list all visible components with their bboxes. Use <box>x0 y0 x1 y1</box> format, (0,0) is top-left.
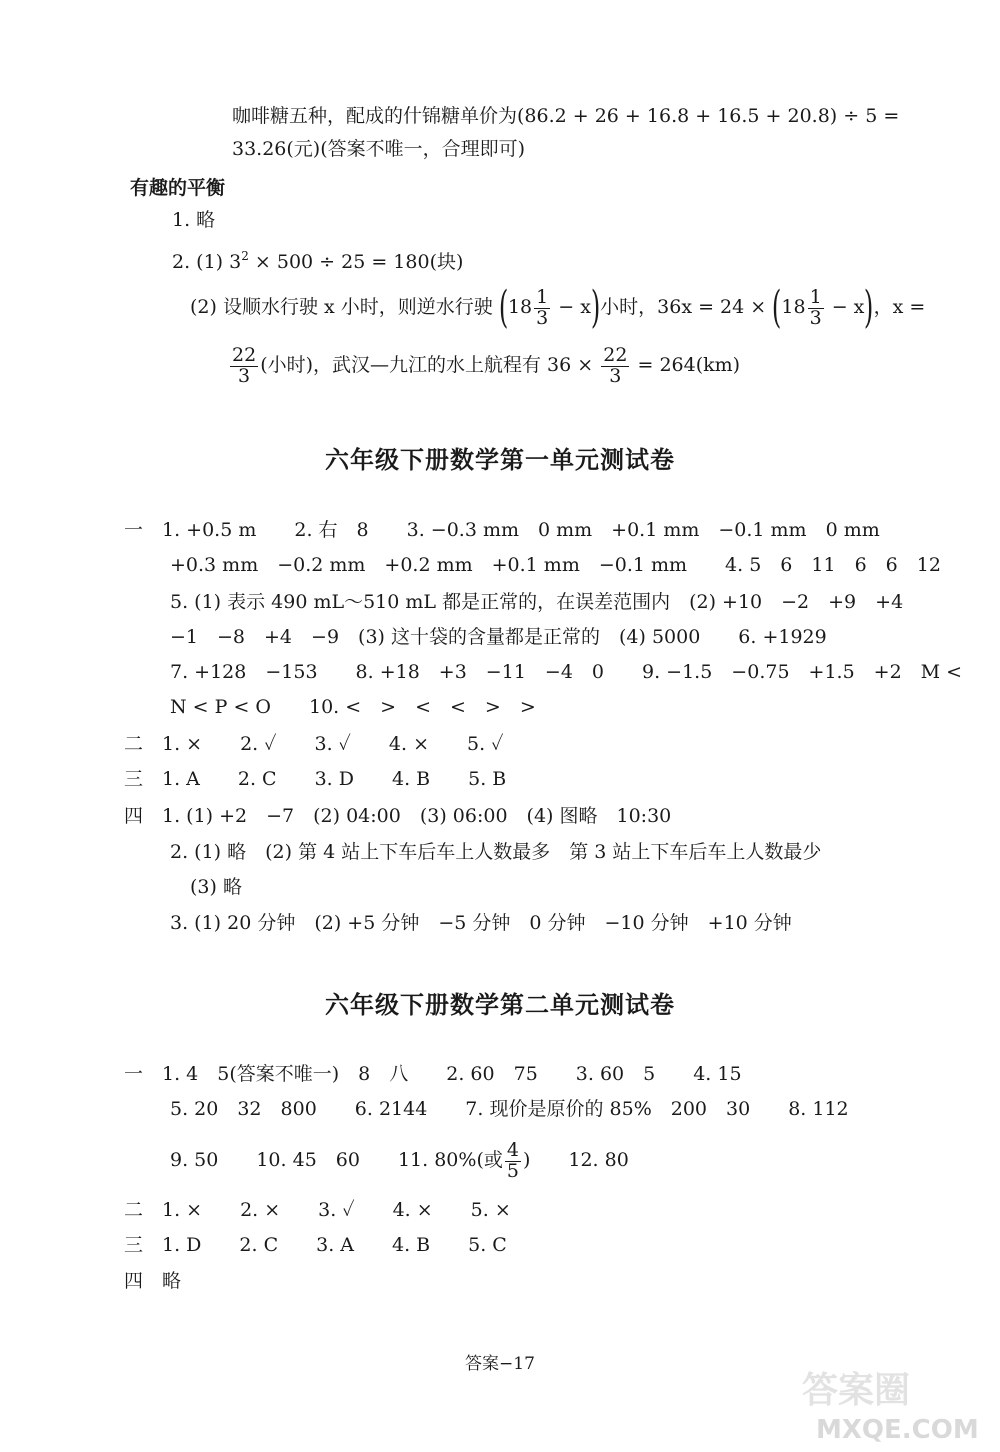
fraction-numerator: 22 <box>603 343 628 366</box>
balance-item-2-3 <box>228 340 740 390</box>
fraction-22-3 <box>230 343 258 387</box>
balance-item-2-3b: = 264(km) <box>637 354 741 376</box>
fraction-denominator: 3 <box>609 364 622 387</box>
test-1-line: (3) 略 <box>190 876 242 898</box>
balance-item-2-3a: (小时)，武汉—九江的水上航程有 36 × <box>260 354 594 376</box>
mixed-whole-2: 18 <box>781 296 806 318</box>
left-paren: ( <box>498 282 509 333</box>
test-2-title: 六年级下册数学第二单元测试卷 <box>325 991 675 1019</box>
exponent: 2 <box>241 249 249 263</box>
test-1-line: 5. (1) 表示 490 mL～510 mL 都是正常的，在误差范围内 (2) +10 −2 +9 +4 <box>170 591 904 613</box>
balance-item-2-post: × 500 ÷ 25 = 180(块) <box>248 251 464 273</box>
fraction-denominator: 3 <box>809 306 822 329</box>
watermark-logo <box>792 1362 992 1446</box>
test-2-line: 二 1. × 2. × 3. ✓ 4. × 5. × <box>124 1199 511 1221</box>
fraction-numerator: 1 <box>536 285 549 308</box>
balance-item-2-2c: 小时，36x = 24 × <box>600 296 767 318</box>
balance-item-1: 1. 略 <box>172 209 216 231</box>
mixed-whole-1: 18 <box>507 296 533 318</box>
test-2-line: 四 略 <box>124 1270 182 1292</box>
fraction-numerator: 1 <box>809 285 822 308</box>
test-2-line: 三 1. D 2. C 3. A 4. B 5. C <box>124 1234 507 1256</box>
prev-answer-line-2: 33.26(元)(答案不唯一，合理即可) <box>232 138 526 160</box>
test-2-line: 一 1. 4 5(答案不唯一) 8 八 2. 60 75 3. 60 5 4. 15 <box>124 1063 742 1085</box>
test-1-line: 2. (1) 略 (2) 第 4 站上下车后车上人数最多 第 3 站上下车后车上人数最少 <box>170 841 822 863</box>
balance-item-2-2 <box>190 282 925 332</box>
fraction-1-3 <box>534 285 550 329</box>
fraction-numerator: 4 <box>506 1138 519 1161</box>
watermark-url: MXQE.COM <box>816 1415 979 1445</box>
fraction-1-3 <box>808 285 824 329</box>
fraction-numerator: 22 <box>232 343 257 366</box>
test-1-line: −1 −8 +4 −9 (3) 这十袋的含量都是正常的 (4) 5000 6. +1929 <box>170 626 827 648</box>
balance-item-2-1 <box>172 244 463 274</box>
mixed-tail-2: − x <box>825 296 865 318</box>
watermark-text: 答案圈 <box>802 1370 911 1411</box>
test-1-line: 三 1. A 2. C 3. D 4. B 5. B <box>124 768 507 790</box>
balance-item-2-2e: ，x = <box>873 296 926 318</box>
prev-answer-line-1: 咖啡糖五种，配成的什锦糖单价为(86.2 + 26 + 16.8 + 16.5 + 20.8) ÷ 5 = <box>232 105 900 127</box>
test-1-title: 六年级下册数学第一单元测试卷 <box>325 446 675 474</box>
right-paren: ) <box>864 282 874 333</box>
right-paren: ) <box>590 282 601 333</box>
fraction-denominator: 5 <box>506 1159 519 1182</box>
test-2-line-3 <box>170 1135 629 1185</box>
fraction-4-5 <box>505 1138 521 1182</box>
fraction-denominator: 3 <box>536 306 549 329</box>
test-1-line: N < P < O 10. < > < < > > <box>170 696 536 718</box>
mixed-tail-1: − x <box>552 296 591 318</box>
fraction-denominator: 3 <box>238 364 251 387</box>
test-2-line-3b: ) 12. 80 <box>522 1149 629 1171</box>
test-1-line: 7. +128 −153 8. +18 +3 −11 −4 0 9. −1.5 −0.75 +1.5 +2 M < <box>170 661 963 683</box>
test-2-line-3a: 9. 50 10. 45 60 11. 80%(或 <box>170 1149 503 1171</box>
test-1-line: +0.3 mm −0.2 mm +0.2 mm +0.1 mm −0.1 mm 4. 5 6 11 6 6 12 <box>170 554 941 576</box>
balance-item-2-2a: (2) 设顺水行驶 x 小时，则逆水行驶 <box>190 296 493 318</box>
test-1-line: 四 1. (1) +2 −7 (2) 04:00 (3) 06:00 (4) 图略 10:30 <box>124 805 672 827</box>
balance-item-2-pre: 2. (1) 3 <box>172 251 242 273</box>
left-paren: ( <box>772 282 782 333</box>
test-1-line: 3. (1) 20 分钟 (2) +5 分钟 −5 分钟 0 分钟 −10 分钟 +10 分钟 <box>170 912 792 934</box>
fraction-22-3 <box>601 343 629 387</box>
test-1-line: 一 1. +0.5 m 2. 右 8 3. −0.3 mm 0 mm +0.1 mm −0.1 mm 0 mm <box>124 519 880 541</box>
section-heading-balance: 有趣的平衡 <box>130 177 226 199</box>
page-number: 答案−17 <box>465 1354 535 1374</box>
test-1-line: 二 1. × 2. ✓ 3. ✓ 4. × 5. ✓ <box>124 733 504 755</box>
test-2-line: 5. 20 32 800 6. 2144 7. 现价是原价的 85% 200 30 8. 112 <box>170 1098 849 1120</box>
